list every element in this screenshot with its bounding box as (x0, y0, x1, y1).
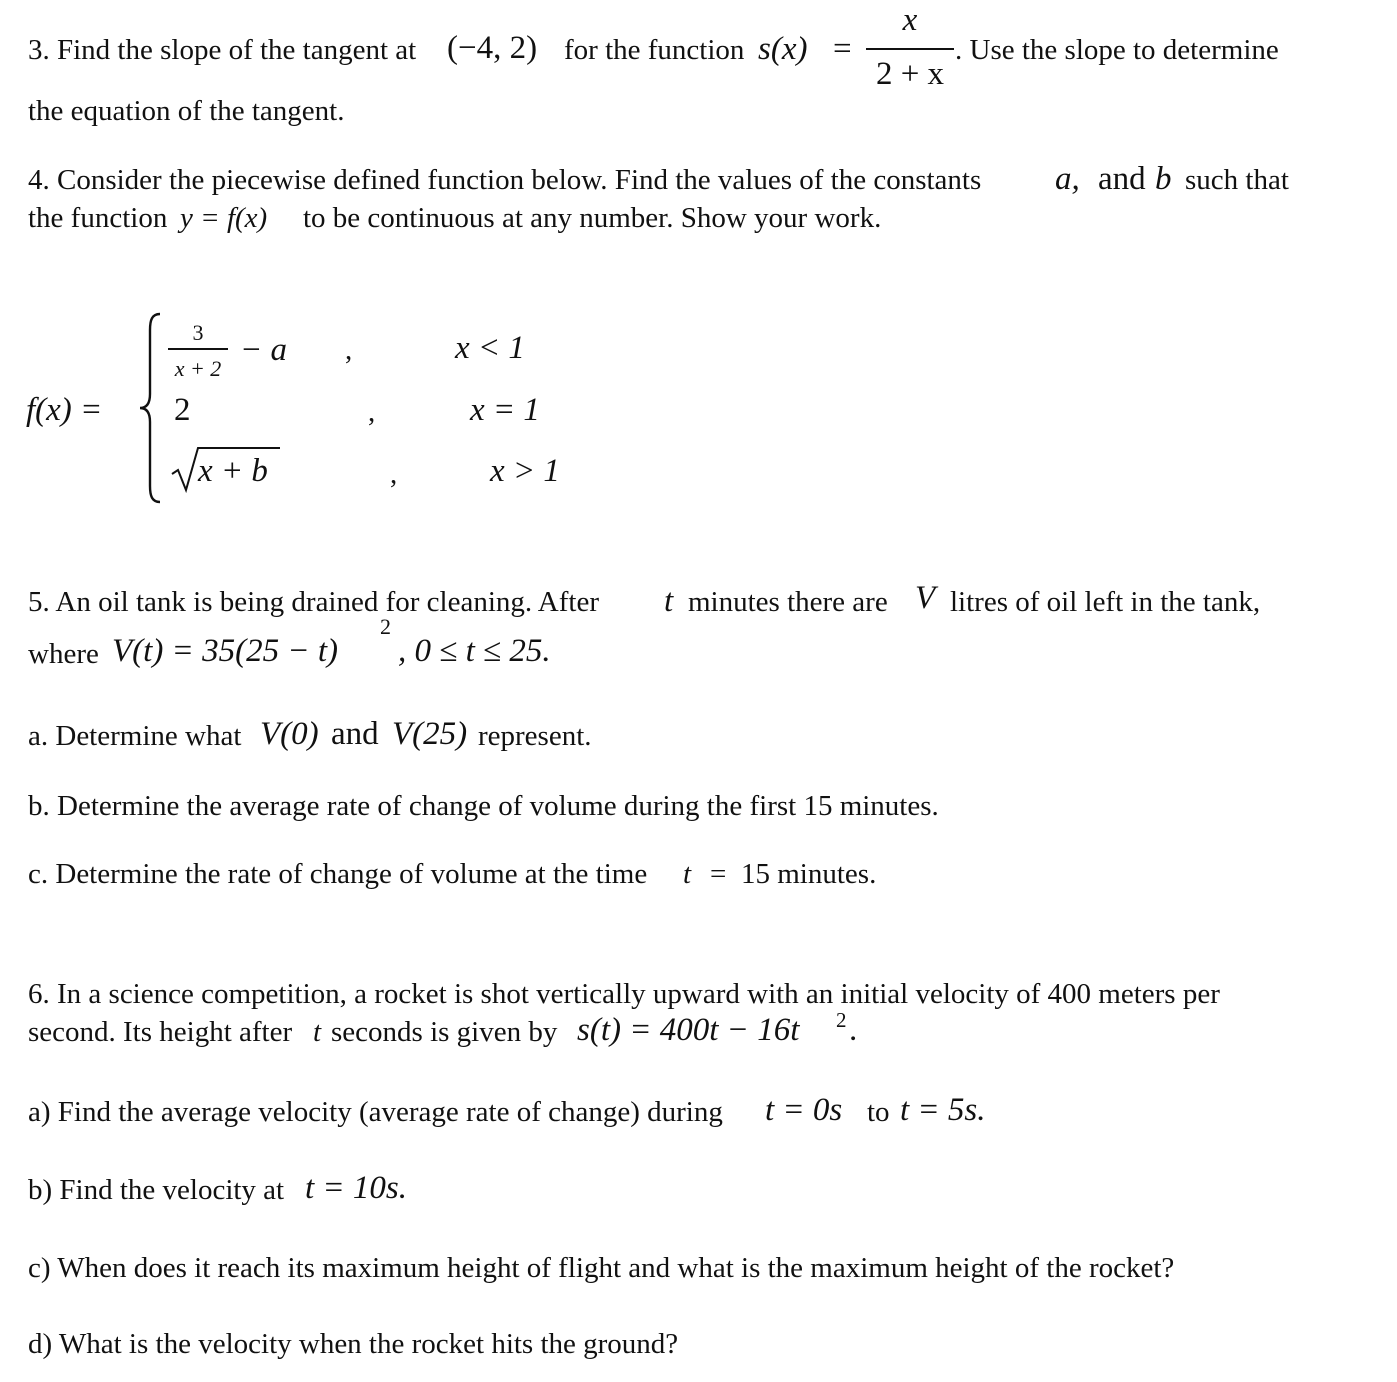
q5-formula: V(t) = 35(25 − t) (112, 633, 338, 669)
q5-V: V (915, 580, 936, 616)
q3-text-c: . Use the slope to determine (955, 34, 1279, 66)
q6-text-line1: 6. In a science competition, a rocket is shot vertically upward with an initial velocity of 400 meters per (28, 978, 1220, 1010)
case2-cond: x = 1 (470, 392, 540, 428)
q5-domain: , 0 ≤ t ≤ 25. (398, 633, 551, 669)
case3-comma: , (390, 458, 398, 490)
q3-denominator: 2 + x (875, 56, 945, 92)
q4-text-d: to be continuous at any number. Show your work. (303, 202, 882, 234)
q6a-t5: t = 5s. (900, 1092, 986, 1128)
q4-text-b: such that (1185, 164, 1289, 196)
piecewise-brace (138, 312, 164, 504)
q3-fraction-bar (866, 48, 954, 50)
q6a-t0: t = 0s (765, 1092, 843, 1128)
q4-const-a: a, (1055, 161, 1080, 197)
case2-comma: , (368, 396, 376, 428)
q3-point: (−4, 2) (447, 30, 538, 66)
q6-text-a: second. Its height after (28, 1016, 293, 1048)
q5-exponent: 2 (380, 614, 391, 639)
q6d-text: d) What is the velocity when the rocket hits the ground? (28, 1328, 679, 1360)
q5-where: where (28, 638, 99, 670)
q6c-text: c) When does it reach its maximum height of flight and what is the maximum height of the rocket? (28, 1252, 1175, 1284)
case1-fraction-bar (168, 348, 228, 350)
q6a-to: to (867, 1096, 890, 1128)
q6-period: . (849, 1012, 858, 1048)
case1-denominator: x + 2 (174, 356, 222, 381)
q5a-text-pre: a. Determine what (28, 720, 242, 752)
q6-t: t (313, 1016, 322, 1048)
q5c-t: t (683, 858, 692, 890)
q5a-v0: V(0) (260, 716, 319, 752)
q3-text-b: for the function (564, 34, 745, 66)
q5a-v25: V(25) (392, 716, 468, 752)
q3-numerator: x (902, 2, 918, 38)
q5-text-a: 5. An oil tank is being drained for cleaning. After (28, 586, 599, 618)
q4-const-b: b (1155, 161, 1172, 197)
case1-comma: , (345, 334, 353, 366)
q5c-text-post: 15 minutes. (741, 858, 877, 890)
q5-text-b: minutes there are (688, 586, 888, 618)
case1-cond: x < 1 (455, 330, 525, 366)
q6b-text-pre: b) Find the velocity at (28, 1174, 285, 1206)
q6a-text-pre: a) Find the average velocity (average rate of change) during (28, 1096, 723, 1128)
q5b-text: b. Determine the average rate of change of volume during the first 15 minutes. (28, 790, 939, 822)
q3-func: s(x) (758, 31, 808, 67)
q5-text-c: litres of oil left in the tank, (950, 586, 1261, 618)
q4-text-c: the function (28, 202, 168, 234)
q6-formula: s(t) = 400t − 16t (577, 1012, 800, 1048)
case1-expr: − a (240, 332, 288, 368)
q6-exponent: 2 (836, 1008, 847, 1032)
q4-and: and (1098, 161, 1146, 197)
q5-t: t (664, 583, 674, 619)
q6-text-b: seconds is given by (331, 1016, 558, 1048)
q5a-and: and (331, 716, 379, 752)
q4-text-a: 4. Consider the piecewise defined function below. Find the values of the constants (28, 164, 982, 196)
q3-text-line2: the equation of the tangent. (28, 95, 345, 127)
q3-text-a: 3. Find the slope of the tangent at (28, 34, 417, 66)
case3-cond: x > 1 (490, 453, 560, 489)
q4-yfx: y = f(x) (180, 202, 268, 234)
q3-eq: = (833, 31, 852, 67)
q5c-eq: = (710, 858, 727, 890)
q6b-t: t = 10s. (305, 1170, 408, 1206)
case2-expr: 2 (174, 392, 191, 428)
q5c-text-pre: c. Determine the rate of change of volume at the time (28, 858, 648, 890)
case1-numerator: 3 (192, 320, 204, 345)
q4-fx-label: f(x) = (26, 392, 103, 428)
q3-fraction (865, 4, 955, 37)
case3-expr: x + b (198, 453, 268, 489)
q5a-text-post: represent. (478, 720, 592, 752)
